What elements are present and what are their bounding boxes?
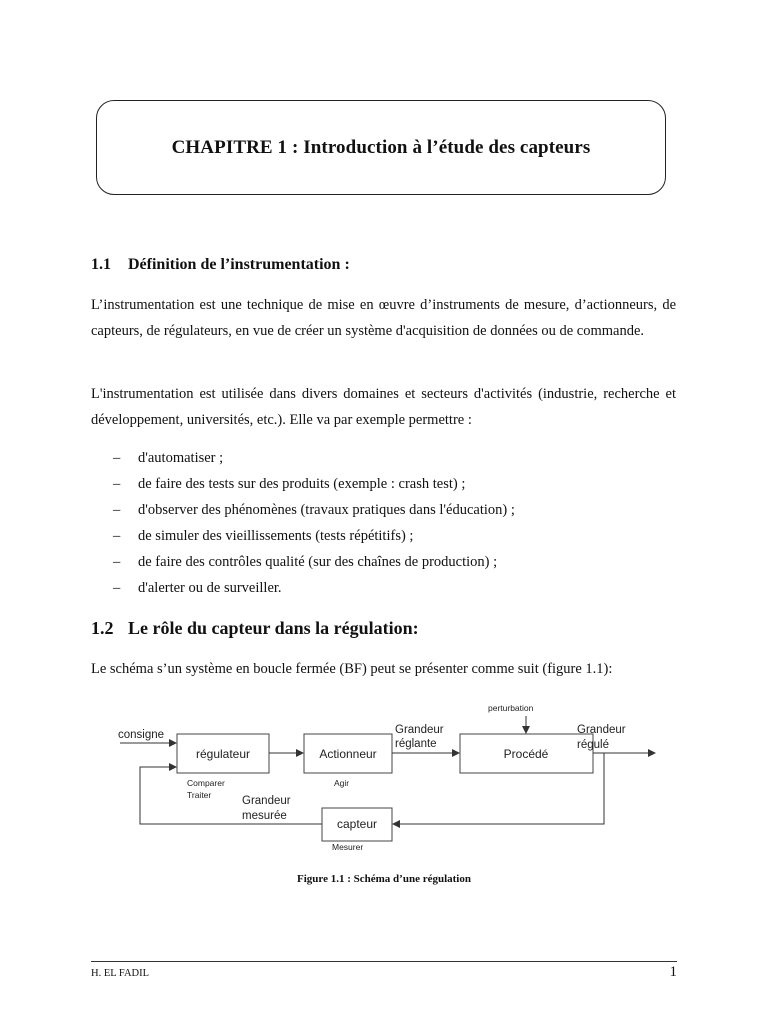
mesurer-label: Mesurer (332, 842, 364, 852)
list-item-text: d'automatiser ; (138, 450, 224, 466)
feedback-arrow (140, 767, 322, 824)
grandeur-regule-label-2: régulé (577, 739, 609, 751)
bullet-dash: – (113, 476, 121, 492)
figure-caption: Figure 1.1 : Schéma d’une régulation (297, 873, 471, 885)
page-number: 1 (669, 964, 677, 980)
chapter-title-box (96, 100, 666, 195)
bullet-dash: – (113, 450, 121, 466)
list-item-text: de faire des tests sur des produits (exemple : crash test) ; (138, 476, 466, 492)
grandeur-reglante-label-2: réglante (395, 738, 437, 750)
footer-author: H. EL FADIL (91, 968, 150, 979)
list-item (113, 523, 515, 549)
list-item-text: d'observer des phénomènes (travaux pratiques dans l'éducation) ; (138, 502, 515, 518)
procede-label: Procédé (503, 747, 549, 761)
paragraph-schema-intro: Le schéma s’un système en boucle fermée (BF) peut se présenter comme suit (figure 1.1): (91, 661, 613, 677)
section-title: Le rôle du capteur dans la régulation: (128, 618, 419, 638)
perturbation-label: perturbation (488, 703, 534, 713)
actionneur-label: Actionneur (319, 747, 377, 761)
capteur-label: capteur (336, 817, 378, 831)
comparer-label: Comparer (187, 778, 225, 788)
bullet-dash: – (113, 502, 121, 518)
bullet-dash: – (113, 580, 121, 596)
bullet-dash: – (113, 554, 121, 570)
list-item (113, 575, 515, 601)
consigne-label: consigne (118, 729, 165, 741)
list-item-text: de faire des contrôles qualité (sur des chaînes de production) ; (138, 554, 498, 570)
regulateur-label: régulateur (195, 747, 251, 761)
grandeur-regule-label-1: Grandeur (577, 724, 626, 736)
list-item (113, 471, 515, 497)
chapter-title: CHAPITRE 1 : Introduction à l’étude des capteurs (171, 136, 591, 158)
bullet-list (113, 445, 515, 601)
section-1-2-heading (91, 618, 419, 639)
traiter-label: Traiter (187, 790, 212, 800)
list-item (113, 445, 515, 471)
grandeur-mesuree-label-2: mesurée (242, 810, 287, 822)
list-item (113, 549, 515, 575)
paragraph-usage: L'instrumentation est utilisée dans divers domaines et secteurs d'activités (industrie, recherche et développement, universités, etc.). Elle va par exemple permettre : (91, 386, 676, 428)
section-1-1-heading (91, 256, 350, 274)
list-item (113, 497, 515, 523)
footer-divider (91, 961, 677, 962)
paragraph-definition: L’instrumentation est une technique de mise en œuvre d’instruments de mesure, d’actionneurs, de capteurs, de régulateurs, en vue de créer un système d'acquisition de données ou de commande. (91, 297, 676, 339)
list-item-text: d'alerter ou de surveiller. (138, 580, 282, 596)
bullet-dash: – (113, 528, 121, 544)
list-item-text: de simuler des vieillissements (tests répétitifs) ; (138, 528, 414, 544)
grandeur-reglante-label-1: Grandeur (395, 724, 444, 736)
regulation-block-diagram (110, 700, 670, 860)
section-number: 1.1 (91, 256, 111, 273)
section-number: 1.2 (91, 618, 114, 638)
section-title: Définition de l’instrumentation : (128, 256, 350, 273)
agir-label: Agir (334, 778, 350, 788)
grandeur-mesuree-label-1: Grandeur (242, 795, 291, 807)
